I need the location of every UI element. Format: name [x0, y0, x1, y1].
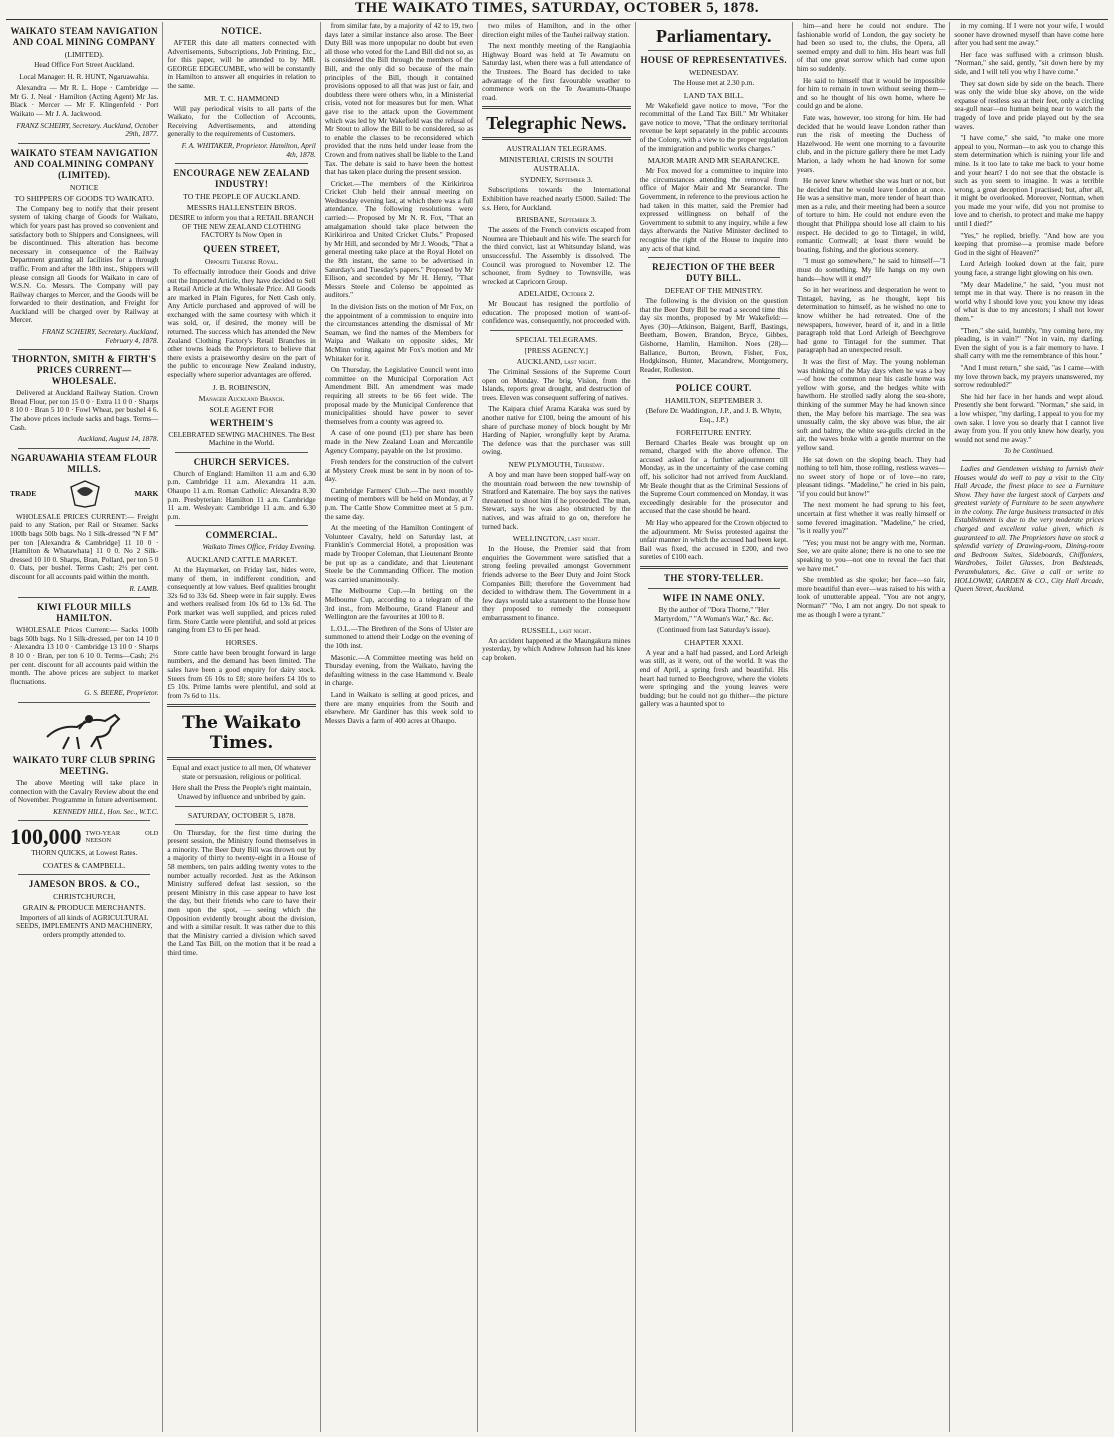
- brisbane-body: The assets of the French convicts escaped from Noumea are Thiebault and his wife. The search for the third convict, last at Whitsunday Island, was unsuccessful. The Assembly is dissolved. The Council was prorogued to November 12. The schooner, from Sydney to Townsville, was wrecked at Capricorn Group.: [482, 225, 631, 286]
- divider: [175, 806, 307, 807]
- beer-duty-heading: REJECTION OF THE BEER DUTY BILL.: [652, 262, 776, 284]
- article-paragraph: in my coming. If I were not your wife, I would sooner have drowned myself than have come here after you had sent me away.": [954, 22, 1104, 48]
- article-paragraph: The following is the division on the question that the Beer Duty Bill be read a second time this day six months, proposed by Mr Wakefield:— Ayes (30)—Atkinson, Baigent, Barff, Bastings, Beetham, Bowen, Brandon, Bryce, Gibbes, Gisborne, Hamlin, Hamilton. Noes (28)—Ballance, Burton, Brown, Fisher, Fox, Hodgkinson, Hunter, Macandrew, Montgomery, Reader, Rolleston.: [639, 296, 788, 374]
- thornton-body: Delivered at Auckland Railway Station. Crown Bread Flour, per ton 15 0 0 · Extra 11 0 0 · Sharps 8 10 0 · Bran 5 10 0 · Fowl Wheat, per bushel 4 6. The above prices include sacks and bags. Terms—Cash.: [10, 388, 159, 432]
- article-paragraph: "I must go somewhere," he said to himself—"I must do something. My life hangs on my own hands—how will it end?": [796, 256, 946, 283]
- column-1: [6, 22, 163, 1432]
- story-continued: (Continued from last Saturday's issue).: [657, 625, 771, 635]
- ngaru-title: NGARUAWAHIA STEAM FLOUR MILLS.: [10, 452, 158, 474]
- house-met: The House met at 2.30 p.m.: [673, 78, 755, 87]
- jameson-title: JAMESON BROS. & CO.,: [28, 878, 140, 889]
- article-paragraph: At the meeting of the Hamilton Contingent of Volunteer Cavalry, held on Saturday last, at Franklin's Commercial Hotel, a proposition was made by Trooper Coleman, that Lieutenant Bronte be put up as a candidate, and that Lieutenant Steele be the Commanding Officer. The motion was carried unanimously.: [324, 523, 474, 584]
- article-paragraph: Lord Arleigh looked down at the fair, pure young face, a strange light glowing on his own.: [954, 259, 1104, 278]
- police-bench: (Before Dr. Waddington, J.P., and J. B. Whyte, Esq., J.P.): [645, 406, 782, 425]
- page-masthead: THE WAIKATO TIMES, SATURDAY, OCTOBER 5, 1878.: [355, 0, 759, 16]
- racehorse-icon: [39, 707, 129, 751]
- house-title: HOUSE OF REPRESENTATIVES.: [640, 55, 788, 65]
- russell-dateline: RUSSELL, last night.: [521, 625, 592, 635]
- motto-2: Here shall the Press the People's right maintain, Unawed by influence and unbribed by gain.: [172, 783, 312, 802]
- divider: [962, 460, 1095, 461]
- sydney-body: Subscriptions towards the International Exhibition have reached nearly £5000. Sailed: The s.s. Hero, for Auckland.: [482, 185, 631, 212]
- jameson-trade: GRAIN & PRODUCE MERCHANTS.: [22, 902, 146, 912]
- wertheim-title: WERTHEIM'S: [209, 417, 274, 428]
- article-paragraph: She hid her face in her hands and wept aloud. Presently she bent forward. "Norman," she said, in a low whisper, "my darling, I appeal to you for my own sake. I love you so dearly that I cannot live away from you. If you only knew how dearly, you would not send me away.": [954, 391, 1104, 444]
- column-2: [163, 22, 320, 1432]
- crest-icon: [65, 479, 105, 509]
- divider: [648, 378, 780, 379]
- russell-body: An accident happened at the Maungakura mines yesterday, by which Andrew Johnson had his knee cap broken.: [482, 635, 631, 662]
- mark-label: MARK: [134, 488, 159, 498]
- newspaper-title: The Waikato Times.: [182, 713, 301, 754]
- press-agency: [PRESS AGENCY.]: [524, 346, 588, 356]
- divider: [648, 588, 780, 589]
- kiwi-body: WHOLESALE Prices Current:— Sacks 100lb bags 50lb bags. No 1 Silk-dressed, per ton 14 10 0 · Alexandra 13 10 0 · Cambridge 13 10 0 · Sharps 8 10 0 · Bran, per ton 6 10 0. Terms—Cash; 2½ per cent. discount for all accounts paid within the month. The above prices are subject to market fluctuations.: [10, 625, 159, 686]
- shippers-heading: TO SHIPPERS OF GOODS TO WAIKATO.: [14, 193, 155, 203]
- double-rule: [640, 566, 788, 569]
- double-rule: [167, 704, 315, 707]
- article-paragraph: Masonic.—A Committee meeting was held on Thursday evening, from the Waikato, having the defaulting witness in the case Hammond v. Beale in charge.: [324, 652, 474, 688]
- crisis-heading: MINISTERIAL CRISIS IN SOUTH AUSTRALIA.: [499, 155, 614, 174]
- divider: [18, 874, 150, 875]
- steam-office: Head Office Fort Street Auckland.: [34, 60, 135, 69]
- thorn-number: 100,000: [10, 824, 82, 850]
- article-paragraph: "Yes; you must not be angry with me, Norman. See, we are quite alone; there is no one to see me speaking to you—not one to reveal the fact that we have met.": [796, 537, 946, 573]
- columns: [6, 22, 1108, 1432]
- new-plymouth-body: A boy and man have been stopped half-way on the mountain road between the new township of Stratford and Katemaire. The boy says the natives threatened to shoot him if he proceeded. The man, Stewart, says he was also obstructed by the natives, and was afraid to go on, therefore he turned back.: [482, 470, 631, 531]
- notice-title: NOTICE.: [221, 26, 262, 36]
- story-byline: By the author of "Dora Thorne," "Her Martyrdom," "A Woman's War," &c. &c.: [654, 604, 774, 623]
- retail-intro: DESIRE to inform you that a RETAIL BRANCH OF THE NEW ZEALAND CLOTHING FACTORY Is Now Open in: [169, 213, 314, 240]
- column-6: [793, 22, 950, 1432]
- cattle-body: At the Haymarket, on Friday last, hides were, many of them, in indifferent condition, and consequently at low values. Beef qualities brought 32s 6d to 33s 6d. Sheep were in fair supply. Ewes and wethers realised from 10s 6d to 13s 6d. The Pork market was well supplied, and prices ruled firm. Store Cattle were plentiful, and sold at prices ranging from £3 to £6 per head.: [167, 564, 316, 635]
- sydney-dateline: SYDNEY, September 3.: [519, 175, 593, 185]
- church-title: CHURCH SERVICES.: [193, 456, 290, 467]
- issue-date: SATURDAY, OCTOBER 5, 1878.: [187, 810, 296, 820]
- adelaide-dateline: ADELAIDE, October 2.: [518, 289, 595, 299]
- thorn-ad-header: [10, 825, 158, 849]
- turf-title: WAIKATO TURF CLUB SPRING MEETING.: [12, 754, 156, 776]
- encourage-sub: TO THE PEOPLE OF AUCKLAND.: [183, 192, 301, 202]
- jameson-city: CHRISTCHURCH,: [53, 891, 116, 901]
- article-paragraph: He never knew whether she was hurt or not, but he decided that he would leave London at once. He was a sensitive man, more tender of heart than men as a rule, and their meeting had been a source of torture to him. He could not endure even the thought that Philippa should lose all claim to his respect. He decided to go to Tintagel, in wild, romantic Cornwall; at least there would be boating, fishing, and the glorious scenery.: [796, 176, 946, 254]
- shippers-body: The Company beg to notify that their present system of taking charge of Goods for Waikato, which for years past has proved so convenient and satisfactory both to Shippers and Consignees, will be discontinued. This alteration has become necessary in consequence of the Railway Department granting all facilities for a through traffic. From and after the 18th inst., Shippers will please consign all Goods for Waikato in care of W.S.N. Co. Messrs. The Company will pay Railway charges to Mercer, and the Goods will be forwarded to their destination, and Freight for Auckland will be charged over by Railway at Mercer.: [10, 203, 159, 325]
- commercial-title: COMMERCIAL.: [205, 530, 278, 541]
- story-teller-title: THE STORY-TELLER.: [663, 572, 764, 583]
- furniture-ad: Ladies and Gentlemen wishing to furnish their Houses would do well to pay a visit to the City Hall Arcade, the finest place to see a Furniture Show. They have the largest stock of Carpets and greatest variety of Furniture to be seen anywhere in the colony. The large business transacted in this Establishment is due to the very moderate prices charged and excellent value given, which is guaranteed to all. The Proprietors have on stock a splendid variety of Drawing-room, Dining-room and Bedroom Suites, Sideboards, Chiffoniers, Wardrobes, Toilet Glasses, Iron Bedsteads, Perambulators, &c. Give a call or write to HOLLOWAY, GARDEN & CO., City Hall Arcade, Queen Street, Auckland.: [954, 463, 1104, 594]
- encourage-title: ENCOURAGE NEW ZEALAND INDUSTRY!: [173, 168, 310, 190]
- divider: [490, 330, 622, 331]
- steam-company-title: WAIKATO STEAM NAVIGATION AND COAL MINING COMPANY: [10, 26, 158, 47]
- article-paragraph: Fate was, however, too strong for him. He had decided that he would leave London rather than run the risk of meeting the Duchess of Hazelwood. He went one morning to a favourite club, and in the picture gallery there he met Lady Marion, a lady whom he had known for some years.: [796, 112, 946, 174]
- article-paragraph: On Thursday, the Legislative Council went into committee on the Municipal Corporation Act Amendment Bill. An amendment was made requiring all streets to be 66 feet wide. The proposal made by the Municipal Conference that municipalities should have power to sever themselves from a county was agreed to.: [324, 365, 474, 426]
- commercial-sub: Waikato Times Office, Friday Evening.: [202, 542, 316, 552]
- article-paragraph: The next monthly meeting of the Rangiaohia Highway Board was held at Te Awamutu on Saturday last, when there was a full attendance of the Trustees. The Board has decided to take advantage of the first favourable weather to commence work on the Te Awamutu-Ohaupo road.: [482, 41, 631, 102]
- turf-body: The above Meeting will take place in connection with the Cavalry Review about the end of November. Programme in future advertisement.: [10, 777, 159, 805]
- article-paragraph: Land in Waikato is selling at good prices, and there are many enquiries from the South and elsewhere. Mr Gardiner has this week sold to Messrs Davis a farm of 400 acres at Ohaupo.: [324, 689, 474, 725]
- land-tax-heading: LAND TAX BILL.: [683, 90, 744, 100]
- article-paragraph: Cricket.—The members of the Kirikiriroa Cricket Club held their annual meeting on Wednesday evening last, at which there was a full attendance. The following resolutions were carried:— Proposed by Mr N. R. Fox, "That an amalgamation should take place between the Kirikiriroa and United Cricket Clubs." Proposed by Mr Hill, and seconded by Mr J. Woods, "That a general meeting take place at the Royal Hotel on the 8th instant, the same to be advertised in Saturday's and Tuesday's papers." Proposed by Mr Ellison, and seconded by Mr H. Henry, "That Messrs Steele and Colenso be appointed as auditors.": [324, 178, 474, 300]
- article-paragraph: him—and here he could not endure. The fashionable world of London, the gay society he had been so used to, the clubs, the Opera, all seemed empty and dull to him. His heart was full of that one great sorrow which had come upon him so suddenly.: [796, 22, 946, 73]
- masthead-rule: [6, 19, 1108, 20]
- story-title: WIFE IN NAME ONLY.: [662, 592, 765, 603]
- ngaru-body: WHOLESALE PRICES CURRENT:— Freight paid to any Station, per Rail or Steamer. Sacks 100lb bags 50lb bags. No 1 Silk-dressed "N F M" per ton [Alexandra & Cambridge] 11 10 0 · [Hamilton & Whatawhata] 11 0 0. No 2 Silk-dressed 10 10 0. Sharps, Bran, Pollard, per ton 5 0 0. Oats, per bushel. Terms Cash; 2½ per cent. discount for all accounts paid within the month.: [10, 511, 159, 581]
- trade-label: TRADE: [10, 488, 37, 498]
- retail-body: To effectually introduce their Goods and drive out the Imported Article, they have decided to Sell a Retail Article at the Wholesale Price. All Goods are marked in Plain Figures, for Nett Cash only. Any Article purchased and approved of will be exchanged with the same courtesy with which it was sold, or, if desired, the money will be returned. The success which has attended the New Zealand Clothing Factory's Retail Branches in other towns leads the Proprietors to believe that there exists a praiseworthy desire on the part of the public to encourage New Zealand industry, especially where superior advantages are offered.: [167, 266, 316, 380]
- divider: [18, 349, 150, 350]
- racehorse-illustration: [10, 707, 158, 751]
- article-paragraph: Mr Fox moved for a committee to inquire into the circumstances attending the removal from office of Major Mair and Mr Searancke. The Government, in reference to the previous action he had taken in this matter, said the Premier had expressed willingness on behalf of the Government to submit to any inquiry, while a few days afterwards the Native Minister declined to recognise the right of the House to inquire into any acts of that kind.: [639, 166, 788, 253]
- auckland-body: The Criminal Sessions of the Supreme Court open on Monday. The brig, Vision, from the Islands, reports great drought, and destruction of trees. Eleven was consequent suffering of natives.: [482, 367, 631, 402]
- divider: [175, 452, 307, 453]
- ngaru-signature: R. LAMB.: [129, 583, 159, 593]
- horses-title: HORSES.: [225, 637, 258, 647]
- double-rule: [482, 137, 630, 140]
- wednesday-label: WEDNESDAY.: [688, 68, 739, 77]
- kiwi-title: KIWI FLOUR MILLS HAMILTON.: [36, 602, 132, 624]
- steam-signature: FRANZ SCHEIRY, Secretary. Auckland, October 29th, 1877.: [16, 120, 159, 139]
- divider: [18, 448, 150, 449]
- horses-body: Store cattle have been brought forward in large numbers, and the demand has been limited. The sales have been a good enquiry for dairy stock. Steers from £6 10s to £8; store heifers £4 10s to £5 10s. Prime lambs were plentiful, and sold at from 7s 6d to 11s.: [167, 647, 316, 700]
- wertheim-body: CELEBRATED SEWING MACHINES. The Best Machine in the World.: [168, 429, 315, 448]
- parliamentary-title: Parliamentary.: [656, 26, 772, 46]
- to-be-continued: To be Continued.: [1004, 446, 1054, 456]
- chapter-heading: CHAPTER XXXI.: [684, 637, 744, 647]
- robinson-name: J. B. ROBINSON,: [212, 382, 271, 392]
- divider: [175, 824, 307, 825]
- article-paragraph: A year and a half had passed, and Lord Arleigh was still, as it were, out of the world. It was the end of April, a spring fresh and beautiful. His heart had turned to Beechgrove, where the violets were springing and the young leaves were budding; but he could not go thither—the picture gallery was a haunted spot to: [639, 647, 788, 709]
- divider: [175, 525, 307, 526]
- notice-heading: NOTICE: [69, 182, 99, 192]
- article-paragraph: It was the first of May. The young nobleman was thinking of the May days when he was a boy—of how the common near his castle home was yellow with gorse, and the hedges white with hawthorn. He strolled sadly along the sea-shore, thinking of the summer May he had known since then, the May before his marriage. The sea was unusually calm, the sky above was blue, the air soft and balmy, the white sea-gulls circled in the air, the waves broke with a gentle murmur on the yellow sand.: [796, 356, 946, 452]
- sole-agent: SOLE AGENT FOR: [209, 404, 274, 414]
- article-paragraph: So in her weariness and desperation he went to Tintagel, having, as he thought, kept his determination to himself, as he wished no one to know whither he had retreated. One of the newspapers, however, heard of it, and in a little paragraph told that Lord Arleigh of Beechgrove had gone to Tintagel for the summer. That paragraph had an unexpected result.: [796, 285, 946, 355]
- auckland-dateline: AUCKLAND, last night.: [516, 357, 597, 367]
- article-paragraph: The Melbourne Cup.—In betting on the Melbourne Cup, according to a telegram of the 3rd inst., from Melbourne, Grand Flaneur and Wellington are the favourites at 100 to 8.: [324, 586, 474, 622]
- article-paragraph: "Then," she said, humbly, "my coming here, my pleading, is in vain?" "Not in vain, my darling. Even the sight of you is a fair memory to have. I shall carry with me the remembrance of this hour.": [954, 325, 1104, 361]
- police-case: FORFEITURE ENTRY.: [675, 427, 752, 437]
- divider: [18, 702, 150, 703]
- article-paragraph: Bernard Charles Beale was brought up on remand, charged with the above offence. The accused asked for a further adjournment till Monday, as in the uncertainty of the case coming off, his solicitor had not arrived from Auckland. Mr Beale thought that as the Criminal Sessions of the Supreme Court commenced on Monday, it was exceedingly desirable for the prosecutor and accused that the case should be heard.: [639, 437, 788, 516]
- article-paragraph: "Yes," he replied, briefly. "And how are you keeping that promise—a promise made before God in the sight of Heaven?": [954, 230, 1104, 257]
- article-paragraph: In the division lists on the motion of Mr Fox, on the appointment of a commission to enquire into the circumstances attending the dismissal of Mr Seaman, we find the names of the Members for Waipa and Waikato on opposite sides, Mr McMinn voting against Mr Fox's motion and Mr Whitaker for it.: [324, 302, 474, 363]
- steam-agents: Alexandra — Mr R. L. Hope · Cambridge — Mr G. J. Neal · Hamilton (Acting Agent) Mr Jas. Black · Mercer — Mr F. Klingenfeld · Port Waikato — Mr J. A. Jackwood.: [10, 83, 159, 118]
- queen-street: QUEEN STREET,: [203, 243, 280, 254]
- auckland-body-2: The Kaipara chief Arama Karaka was sued by another native for £100, being the amount of his share of purchase money of block bought by Mr Harding of Napier, wrongfully kept by Arama. The defence was that the purchaser was still owing.: [482, 404, 631, 457]
- article-paragraph: Fresh tenders for the construction of the culvert at Mystery Creek must be sent in by noon of to-day.: [324, 457, 474, 484]
- article-paragraph: "My dear Madeline," he said, "you must not tempt me in that way. There is no reason in the world why I should love you; you know my ideas of what is due to my ancestors; I shall not lower them.": [954, 279, 1104, 323]
- coates-name: COATES & CAMPBELL.: [42, 860, 126, 870]
- article-paragraph: Mr Hay who appeared for the Crown objected to the adjournment. Mr Swiss protested against the unfair manner in which the accused had been kept. Bail was fixed, the accused in £200, and two sureties of £100 each.: [639, 517, 788, 562]
- steam-company-sub: (LIMITED).: [64, 50, 104, 59]
- leader-body: On Thursday, for the first time during the present session, the Ministry found themselves in a minority. The Beer Duty Bill was thrown out by a majority of thirty to twenty-eight in a House of 58 members, ten pairs adding twenty votes to the number actually recorded. Just as the Atkinson Ministry suffered defeat last session, so the present Ministry in this case appear to have lost the day, but their friends who care to have their men upon the spot, — seeing which the Opposition evidently brought about the division, and with a similar result. It was rather due to this that the Ministry carried a division which saved the Land Tax Bill, on the motion that it be read a third time.: [167, 827, 316, 957]
- trade-mark-row: [10, 479, 158, 509]
- divider: [18, 820, 150, 821]
- article-paragraph: They sat down side by side on the beach. There was only the wide blue sky above, on the wide expanse of restless sea at their feet, only a circling sea-gull near—no human being near to watch the tragedy of love and pride played out by the sea waves.: [954, 78, 1104, 131]
- police-dateline: HAMILTON, SEPTEMBER 3.: [665, 396, 763, 406]
- double-rule: [167, 757, 315, 760]
- australian-telegrams: AUSTRALIAN TELEGRAMS.: [506, 144, 607, 154]
- steam-manager: Local Manager: H. R. HUNT, Ngaruawahia.: [19, 71, 150, 81]
- robinson-sub: Manager Auckland Branch.: [198, 393, 285, 403]
- double-rule: [482, 106, 630, 109]
- queen-street-sub: Opposite Theatre Royal.: [204, 256, 279, 266]
- jameson-body: Importers of all kinds of AGRICULTURAL SEEDS, IMPLEMENTS AND MACHINERY, orders promptly attended to.: [16, 912, 153, 940]
- shippers-signature: FRANZ SCHEIRY, Secretary. Auckland, February 4, 1878.: [42, 327, 159, 345]
- column-5: [636, 22, 793, 1432]
- mair-heading: MAJOR MAIR AND MR SEARANCKE.: [647, 156, 780, 166]
- cattle-title: AUCKLAND CATTLE MARKET.: [186, 554, 298, 564]
- brisbane-dateline: BRISBANE, September 3.: [516, 215, 597, 225]
- article-paragraph: two miles of Hamilton, and in the other direction eight miles of the Tauhei railway station.: [482, 22, 631, 39]
- hallenstein-name: MESSRS HALLENSTEIN BROS.: [186, 203, 297, 213]
- article-paragraph: Her face was suffused with a crimson blush. "Norman," she said, gently, "sit down here by my side, and I will tell you why I have come.": [954, 49, 1104, 76]
- article-paragraph: "I have come," she said, "to make one more appeal to you, Norman—to ask you to change this stern determination which is ruining your life and mine. Is it too late to take me back to your home and your heart? I do not see that the obstacle is such as you seem to imagine. It was a terrible wrong, a great deception I practised; but, after all, it might be overlooked. Moreover, Norman, when you made me your wife, did you not promise to love and to cherish, to protect and make me happy until I died?": [954, 133, 1104, 229]
- motto: Equal and exact justice to all men, Of whatever state or persuasion, religious or political.: [172, 763, 311, 781]
- telegraphic-title: Telegraphic News.: [486, 113, 627, 134]
- thornton-title: THORNTON, SMITH & FIRTH'S PRICES CURRENT—WHOLESALE.: [11, 354, 157, 387]
- divider: [175, 163, 307, 164]
- church-body: Church of England: Hamilton 11 a.m and 6.30 p.m. Cambridge 11 a.m. Alexandra 11 a.m. Ohaupo 11 a.m. Roman Catholic: Alexandra 8.30 p.m. Presbyterian: Hamilton 11 a.m. Cambridge 11 a.m. Wesleyan: Cambridge 11 a.m. and 6.30 p.m.: [167, 468, 316, 521]
- thornton-date: Auckland, August 14, 1878.: [77, 434, 159, 444]
- article-paragraph: He said to himself that it would be impossible for him to remain in town without seeing them—and so he thought of his own home, where he could go and be alone.: [796, 75, 946, 111]
- special-telegrams: SPECIAL TELEGRAMS.: [515, 335, 598, 345]
- article-paragraph: A case of one pound (£1) per share has been made in the New Zealand Loan and Mercantile Agency Company, payable on the 1st proximo.: [324, 428, 474, 455]
- column-7: [950, 22, 1107, 1432]
- hammond-body: Will pay periodical visits to all parts of the Waikato, for the Collection of Accounts, Receiving Advertisements, and attending generally to the requirements of Customers.: [167, 103, 316, 139]
- thorn-age: TWO-YEAR OLD NEESON: [85, 829, 159, 845]
- column-3: [321, 22, 478, 1432]
- divider: [648, 257, 780, 258]
- police-court-title: POLICE COURT.: [675, 383, 752, 394]
- article-paragraph: He sat down on the sloping beach. They had nothing to tell him, those rolling, restless waves—no sweet story of hope or of love—no rare, pleasant tidings. "Madeline," he cried in his pain, "if you could but know!": [796, 454, 946, 498]
- column-4: [478, 22, 635, 1432]
- article-paragraph: "And I must return," she said, "as I came—with my love thrown back, my prayers unanswered, my sorrow redoubled?": [954, 362, 1104, 390]
- article-paragraph: from similar fate, by a majority of 42 to 19, two days later a similar instance also arose. The Beer Duty Bill was more unpopular no doubt but even all those who voted for the Land Bill did not so, as is considered the Bill through the members of the Bill, and the only did so because of the main principles of the Bill, though it contained provisions opposed to all that was just or fair, and doubtless there were others who, in a Ministerial crisis, voted not for measures but for men. What gave rise to the attack upon the Government which was led by Mr Wakefield was the refusal of Mr Stout to allow the Bill to be considered, so as to enable the classes to be reconsidered which provided that the runs held under lease from the Crown and from natives shall be liable to the Land Tax. The debate is said to have been the hottest that has taken place during the present session.: [324, 22, 474, 177]
- thorn-body: THORN QUICKS, at Lowest Rates.: [31, 848, 138, 858]
- defeat-heading: DEFEAT OF THE MINISTRY.: [664, 286, 763, 296]
- hammond-title: MR. T. C. HAMMOND: [204, 93, 280, 103]
- divider: [648, 50, 780, 51]
- nav-company-title: WAIKATO STEAM NAVIGATION AND COALMINING COMPANY (LIMITED).: [10, 147, 158, 180]
- article-paragraph: She trembled as she spoke; her face—so fair, more beautiful than ever—was raised to his with a look of unutterable appeal. "You are not angry, Norman?" "No, I am not angry. Do not speak to me as though I were a tyrant.": [796, 575, 946, 619]
- wellington-body: In the House, the Premier said that from enquiries the Government were satisfied that a strong feeling prevailed amongst Government friends adverse to the Beer Duty and Joint Stock Companies Bill; therefore the Government had decided to withdraw them. The Government in a few days would take a statement to the House how they proposed to remedy the consequent embarrassment to finance.: [482, 544, 631, 622]
- article-paragraph: Mr Wakefield gave notice to move, "For the recommittal of the Land Tax Bill." Mr Whitaker gave notice to move, "That the ordinary territorial revenue be kept separately in the public accounts of the Colony, with a view to the proper regulation of the immigration and public works charges.": [639, 100, 788, 153]
- new-plymouth-dateline: NEW PLYMOUTH, Thursday.: [508, 460, 605, 469]
- adelaide-body: Mr Boucaut has resigned the portfolio of education. The proposed motion of want-of-confidence was, consequently, not proceeded with.: [482, 299, 631, 326]
- kiwi-signature: G. S. BEERE, Proprietor.: [84, 688, 159, 698]
- divider: [18, 597, 150, 598]
- hammond-signature: F. A. WHITAKER, Proprietor. Hamilton, April 4th, 1878.: [181, 140, 316, 159]
- wellington-dateline: WELLINGTON, last night.: [512, 534, 600, 544]
- notice-body: AFTER this date all matters connected with Advertisements, Subscriptions, Job Printing, Etc., for this paper, will be attended to by MR. GEORGE EDGECUMBE, who will be constantly in Hamilton to answer all enquiries in relation to the same.: [167, 38, 316, 90]
- turf-signature: KENNEDY HILL, Hon. Sec., W.T.C.: [53, 806, 159, 816]
- divider: [18, 143, 150, 144]
- article-paragraph: The next moment he had sprung to his feet, uncertain at first whether it was really himself or some fevered imagination. "Madeline," he cried, "is it really you?": [796, 500, 946, 536]
- article-paragraph: L.O.L.—The Brethren of the Sons of Ulster are summoned to attend their Lodge on the evening of the 10th inst.: [324, 623, 474, 650]
- article-paragraph: Cambridge Farmers' Club.—The next monthly meeting of members will be held on Monday, at 7 p.m. The Cattle Show Committee meet at 5 p.m. the same day.: [324, 485, 474, 521]
